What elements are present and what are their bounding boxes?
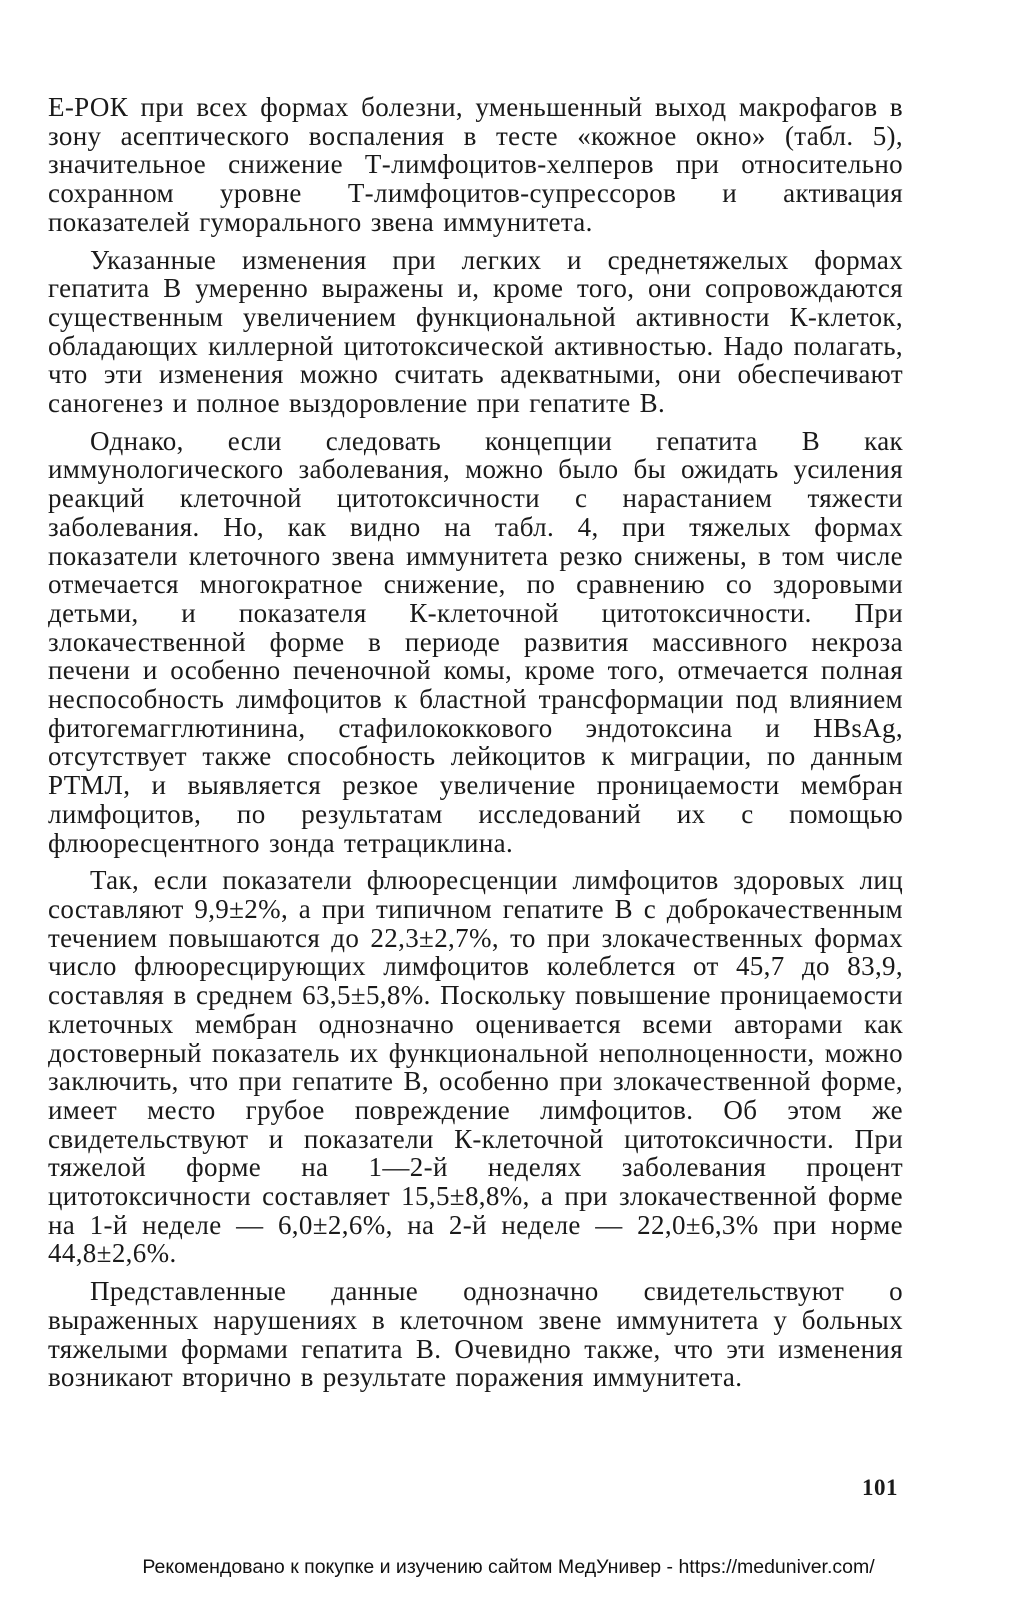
paragraph: Однако, если следовать концепции гепатита В как иммунологического заболевания, можно было бы ожидать усиления реакций клеточной цитотоксичности с нарастанием тяжести заболевания. Но, как видно на табл. 4, при тяжелых формах показатели клеточного звена иммунитета резко снижены, в том числе отмечается многократное снижение, по сравнению со здоровыми детьми, и показателя К-клеточной цитотоксичности. При злокачественной форме в периоде развития массивного некроза печени и особенно печеночной комы, кроме того, отмечается полная неспособность лимфоцитов к бластной трансформации под влиянием фитогемагглютинина, стафилококкового эндотоксина и HBsAg, отсутствует также способность лейкоцитов к миграции, по данным РТМЛ, и выявляется резкое увеличение проницаемости мембран лимфоцитов, по результатам исследований их с помощью флюоресцентного зонда тетрациклина.: [48, 425, 903, 858]
paragraph-continuation: Е-РОК при всех формах болезни, уменьшенный выход макрофагов в зону асептического воспаления в тесте «кожное окно» (табл. 5), значительное снижение Т-лимфоцитов-хелперов при относительно сохранном уровне Т-лимфоцитов-супрессоров и активация показателей гуморального звена иммунитета.: [48, 92, 903, 237]
paragraph: Указанные изменения при легких и среднетяжелых формах гепатита В умеренно выражены и, кроме того, они сопровождаются существенным увеличением функциональной активности К-клеток, обладающих киллерной цитотоксической активностью. Надо полагать, что эти изменения можно считать адекватными, они обеспечивают саногенез и полное выздоровление при гепатите В.: [48, 244, 903, 419]
footer-watermark: Рекомендовано к покупке и изучению сайтом МедУнивер - https://meduniver.com/: [142, 1556, 875, 1578]
body-text: [48, 93, 903, 1392]
paragraph: Так, если показатели флюоресценции лимфоцитов здоровых лиц составляют 9,9±2%, а при типичном гепатите В с доброкачественным течением повышаются до 22,3±2,7%, то при злокачественных формах число флюоресцирующих лимфоцитов колеблется от 45,7 до 83,9, составляя в среднем 63,5±5,8%. Поскольку повышение проницаемости клеточных мембран однозначно оценивается всеми авторами как достоверный показатель их функциональной неполноценности, можно заключить, что при гепатите В, особенно при злокачественной форме, имеет место грубое повреждение лимфоцитов. Об этом же свидетельствуют и показатели К-клеточной цитотоксичности. При тяжелой форме на 1—2-й неделях заболевания процент цитотоксичности составляет 15,5±8,8%, а при злокачественной форме на 1-й неделе — 6,0±2,6%, на 2-й неделе — 22,0±6,3% при норме 44,8±2,6%.: [48, 865, 903, 1269]
page-number: 101: [862, 1475, 898, 1500]
paragraph: Представленные данные однозначно свидетельствуют о выраженных нарушениях в клеточном звене иммунитета у больных тяжелыми формами гепатита В. Очевидно также, что эти изменения возникают вторично в результате поражения иммунитета.: [48, 1276, 903, 1393]
